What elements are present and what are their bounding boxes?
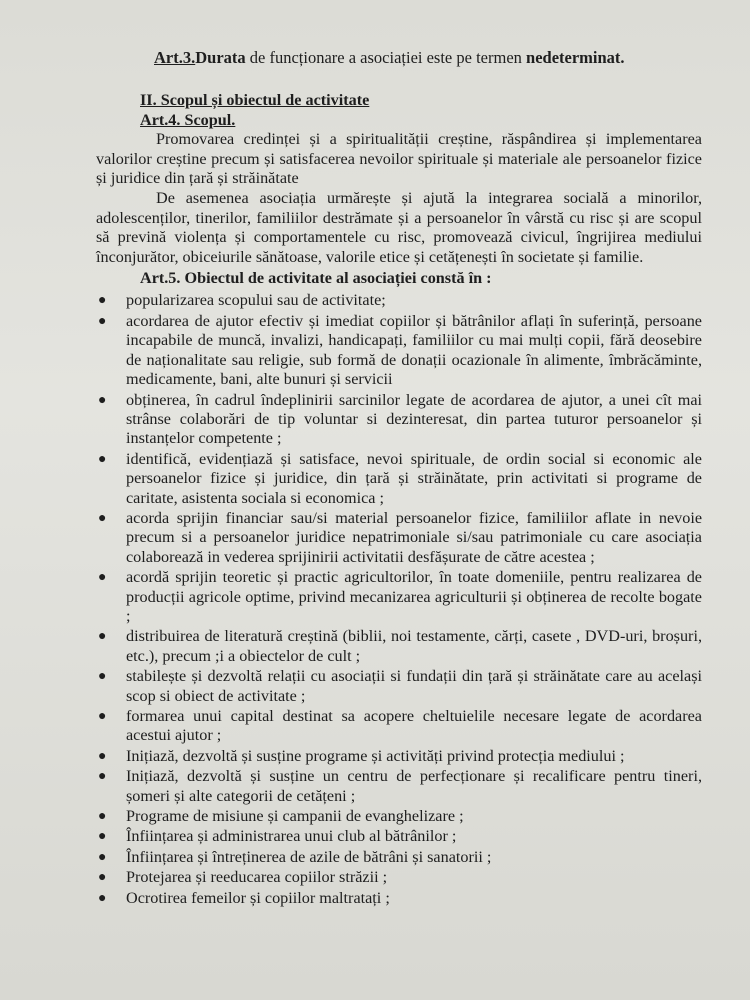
bullet-icon: ● [98,510,107,526]
list-item-text: Inițiază, dezvoltă și susține un centru de perfecționare și recalificare pentru tineri, șomeri și alte categorii de cetățeni ; [126,767,702,805]
art3-durata: Durata [195,48,246,67]
bullet-icon: ● [98,849,107,865]
list-item [96,391,702,449]
art5-list [96,291,702,908]
list-item [96,509,702,567]
list-item-text: stabilește și dezvoltă relații cu asociații si fundații din țară și străinătate care au același scop si obiect de activitate ; [126,667,702,705]
bullet-icon: ● [98,709,107,724]
art3-label: Art.3. [154,48,196,67]
list-item-text: Inițiază, dezvoltă și susține programe și activități privind protecția mediului ; [126,746,625,765]
list-item [96,868,702,887]
list-item-text: obținerea, în cadrul îndeplinirii sarcinilor legate de acordarea de ajutor, a unei cît mai strânse colaborări de tip voluntar si dezinteresat, din partea tuturor persoanelor și instanțelor competente ; [126,390,702,448]
list-item [96,747,702,766]
list-item-text: Înființarea și administrarea unui club al bătrânilor ; [126,827,457,846]
list-item [96,667,702,706]
list-item [96,291,702,310]
bullet-icon: ● [98,829,107,845]
list-item-text: Protejarea și reeducarea copiilor străzii ; [126,868,388,887]
list-item [96,889,702,908]
list-item-text: Înființarea și întreținerea de azile de bătrâni și sanatorii ; [126,847,492,866]
bullet-icon: ● [98,870,107,886]
art4-title: Art.4. Scopul. [140,110,236,129]
bullet-icon: ● [98,629,107,645]
art5-title: Art.5. Obiectul de activitate al asociației constă în : [140,269,492,288]
bullet-icon: ● [98,293,107,309]
art3-line [154,48,702,67]
bullet-icon: ● [98,890,107,906]
section-title: II. Scopul și obiectul de activitate [140,91,370,110]
document-content [96,40,702,909]
list-item-text: popularizarea scopului sau de activitate; [126,291,386,310]
list-item [96,627,702,666]
list-item-text: acordarea de ajutor efectiv și imediat copiilor și bătrânilor aflați în suferință, persoane incapabile de muncă, invalizi, handicapați, familiilor cu mai mulți copii, fără deosebire de naționalitate sau religie, sub formă de donații ocazionale în alimente, îmbrăcăminte, medicamente, bani, alte bunuri și servicii [126,311,702,389]
list-item-text: formarea unui capital destinat sa acopere cheltuielile necesare legate de acordarea acestui ajutor ; [126,707,702,745]
bullet-icon: ● [98,392,107,408]
list-item-text: acorda sprijin financiar sau/si material persoanelor fizice, familiilor aflate in nevoie precum si a persoanelor juridice nepatrimoniale si/sau patrimoniale cu care asociația colaborează in vederea sprijinirii activitatii desfășurate de către acestea ; [126,508,702,566]
list-item [96,827,702,846]
art3-text: de funcționare a asociației este pe termen [245,48,527,67]
list-item-text: distribuirea de literatură creștină (biblii, noi testamente, cărți, casete , DVD-uri, broșuri, etc.), precum ;i a obiectelor de cult ; [126,627,702,665]
list-item [96,767,702,806]
list-item [96,848,702,867]
list-item [96,450,702,508]
bullet-icon: ● [98,313,107,329]
list-item-text: acordă sprijin teoretic și practic agricultorilor, în toate domeniile, pentru realizarea de producții agricole optime, privind mecanizarea agriculturii și obținerea de recolte bogate ; [126,568,702,625]
art3-bold-end: nedeterminat. [526,48,625,67]
bullet-icon: ● [98,748,107,764]
list-item [96,312,702,390]
list-item-text: identifică, evidențiază și satisface, nevoi spirituale, de ordin social si economic ale persoanelor fizice și juridice, din țară și străinătate, prin activitati si programe de caritate, asistenta sociala si economica ; [126,449,702,507]
bullet-icon: ● [98,669,107,685]
bullet-icon: ● [98,769,107,785]
list-item [96,807,702,826]
list-item [96,707,702,746]
list-item-text: Ocrotirea femeilor și copiilor maltratați ; [126,888,390,907]
bullet-icon: ● [98,809,107,825]
bullet-icon: ● [98,570,107,586]
bullet-icon: ● [98,451,107,467]
art4-paragraph-2: De asemenea asociația urmărește și ajută la integrarea socială a minorilor, adolescenților, tinerilor, familiilor destrămate și a persoanelor în vârstă cu risc și are scopul să prevină violența și comportamentele cu risc, promovează civicul, îngrijirea mediului înconjurător, obiceiurile sănătoase, valorile etice și cetățenești în societate și familie. [96,189,702,266]
list-item [96,568,702,626]
art4-paragraph-1: Promovarea credinței și a spiritualității creștine, răspândirea și implementarea valorilor creștine precum și satisfacerea nevoilor spirituale și materiale ale persoanelor fizice și juridice din țară și străinătate [96,130,702,188]
list-item-text: Programe de misiune și campanii de evanghelizare ; [126,807,464,826]
